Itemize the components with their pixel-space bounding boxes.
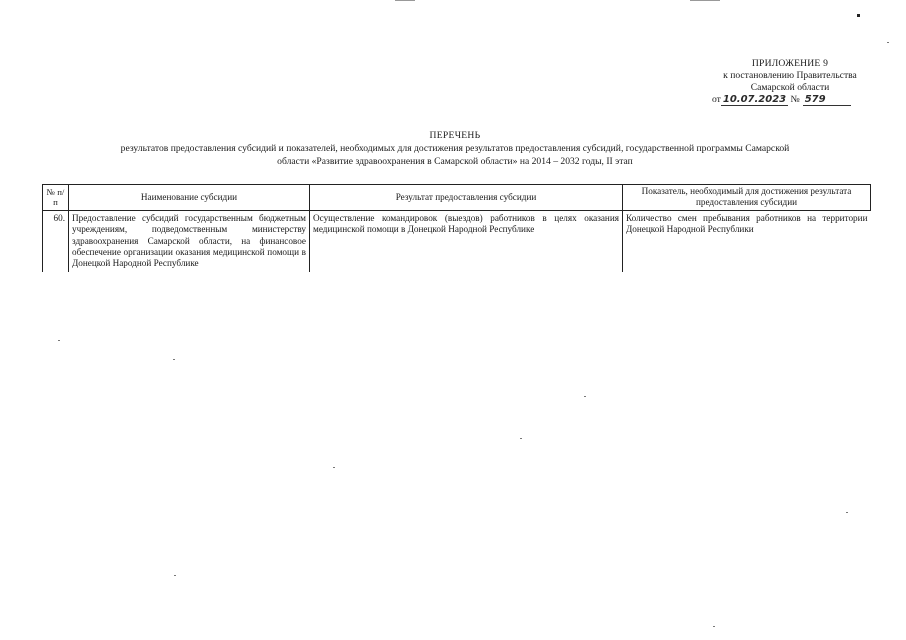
cell-number: 60.: [43, 210, 69, 272]
column-header-result: Результат предоставления субсидии: [310, 185, 623, 211]
table-row: [43, 210, 871, 272]
cell-indicator: Количество смен пребывания работников на территории Донецкой Народной Республики: [623, 210, 871, 272]
scan-speck: [174, 575, 176, 576]
column-header-name: Наименование субсидии: [69, 185, 310, 211]
appendix-line-1: к постановлению Правительства: [723, 70, 857, 81]
date-prefix: от: [712, 94, 721, 105]
document-subtitle-line-1: результатов предоставления субсидий и показателей, необходимых для достижения результатов предоставления субсидий, государственной программы Самарской: [120, 143, 790, 154]
scan-speck: [846, 512, 848, 513]
scan-speck: [58, 340, 60, 341]
appendix-block: [690, 58, 890, 106]
handwritten-number: 579: [803, 94, 851, 106]
subsidy-table: [42, 184, 871, 272]
scan-speck: [887, 42, 889, 43]
column-header-indicator: Показатель, необходимый для достижения результата предоставления субсидии: [623, 185, 871, 211]
scan-speck: [857, 14, 860, 17]
appendix-line-2: Самарской области: [750, 82, 830, 93]
scan-edge-line: [395, 0, 415, 1]
scan-speck: [173, 359, 175, 360]
cell-subsidy-name: Предоставление субсидий государственным бюджетным учреждениям, подведомственным министерству здравоохранения Самарской области, на финансовое обеспечение организации оказания медицинской помощи в Донецкой Народной Республике: [69, 210, 310, 272]
scan-speck: [520, 438, 522, 439]
scan-edge-line: [690, 0, 720, 1]
scan-speck: [584, 396, 586, 397]
number-prefix: №: [790, 94, 800, 105]
table-header-row: [43, 185, 871, 211]
scan-speck: [713, 626, 715, 627]
appendix-title: ПРИЛОЖЕНИЕ 9: [751, 58, 829, 69]
document-subtitle-line-2: области «Развитие здравоохранения в Самарской области» на 2014 – 2032 годы, II этап: [277, 156, 633, 167]
handwritten-date: 10.07.2023: [722, 94, 787, 105]
cell-result: Осуществление командировок (выездов) работников в целях оказания медицинской помощи в Донецкой Народной Республике: [310, 210, 623, 272]
scan-speck: [333, 467, 335, 468]
document-title: ПЕРЕЧЕНЬ: [429, 130, 481, 141]
column-header-number: № п/п: [43, 185, 69, 211]
document-heading: [70, 129, 840, 168]
appendix-date-line: [690, 94, 890, 106]
